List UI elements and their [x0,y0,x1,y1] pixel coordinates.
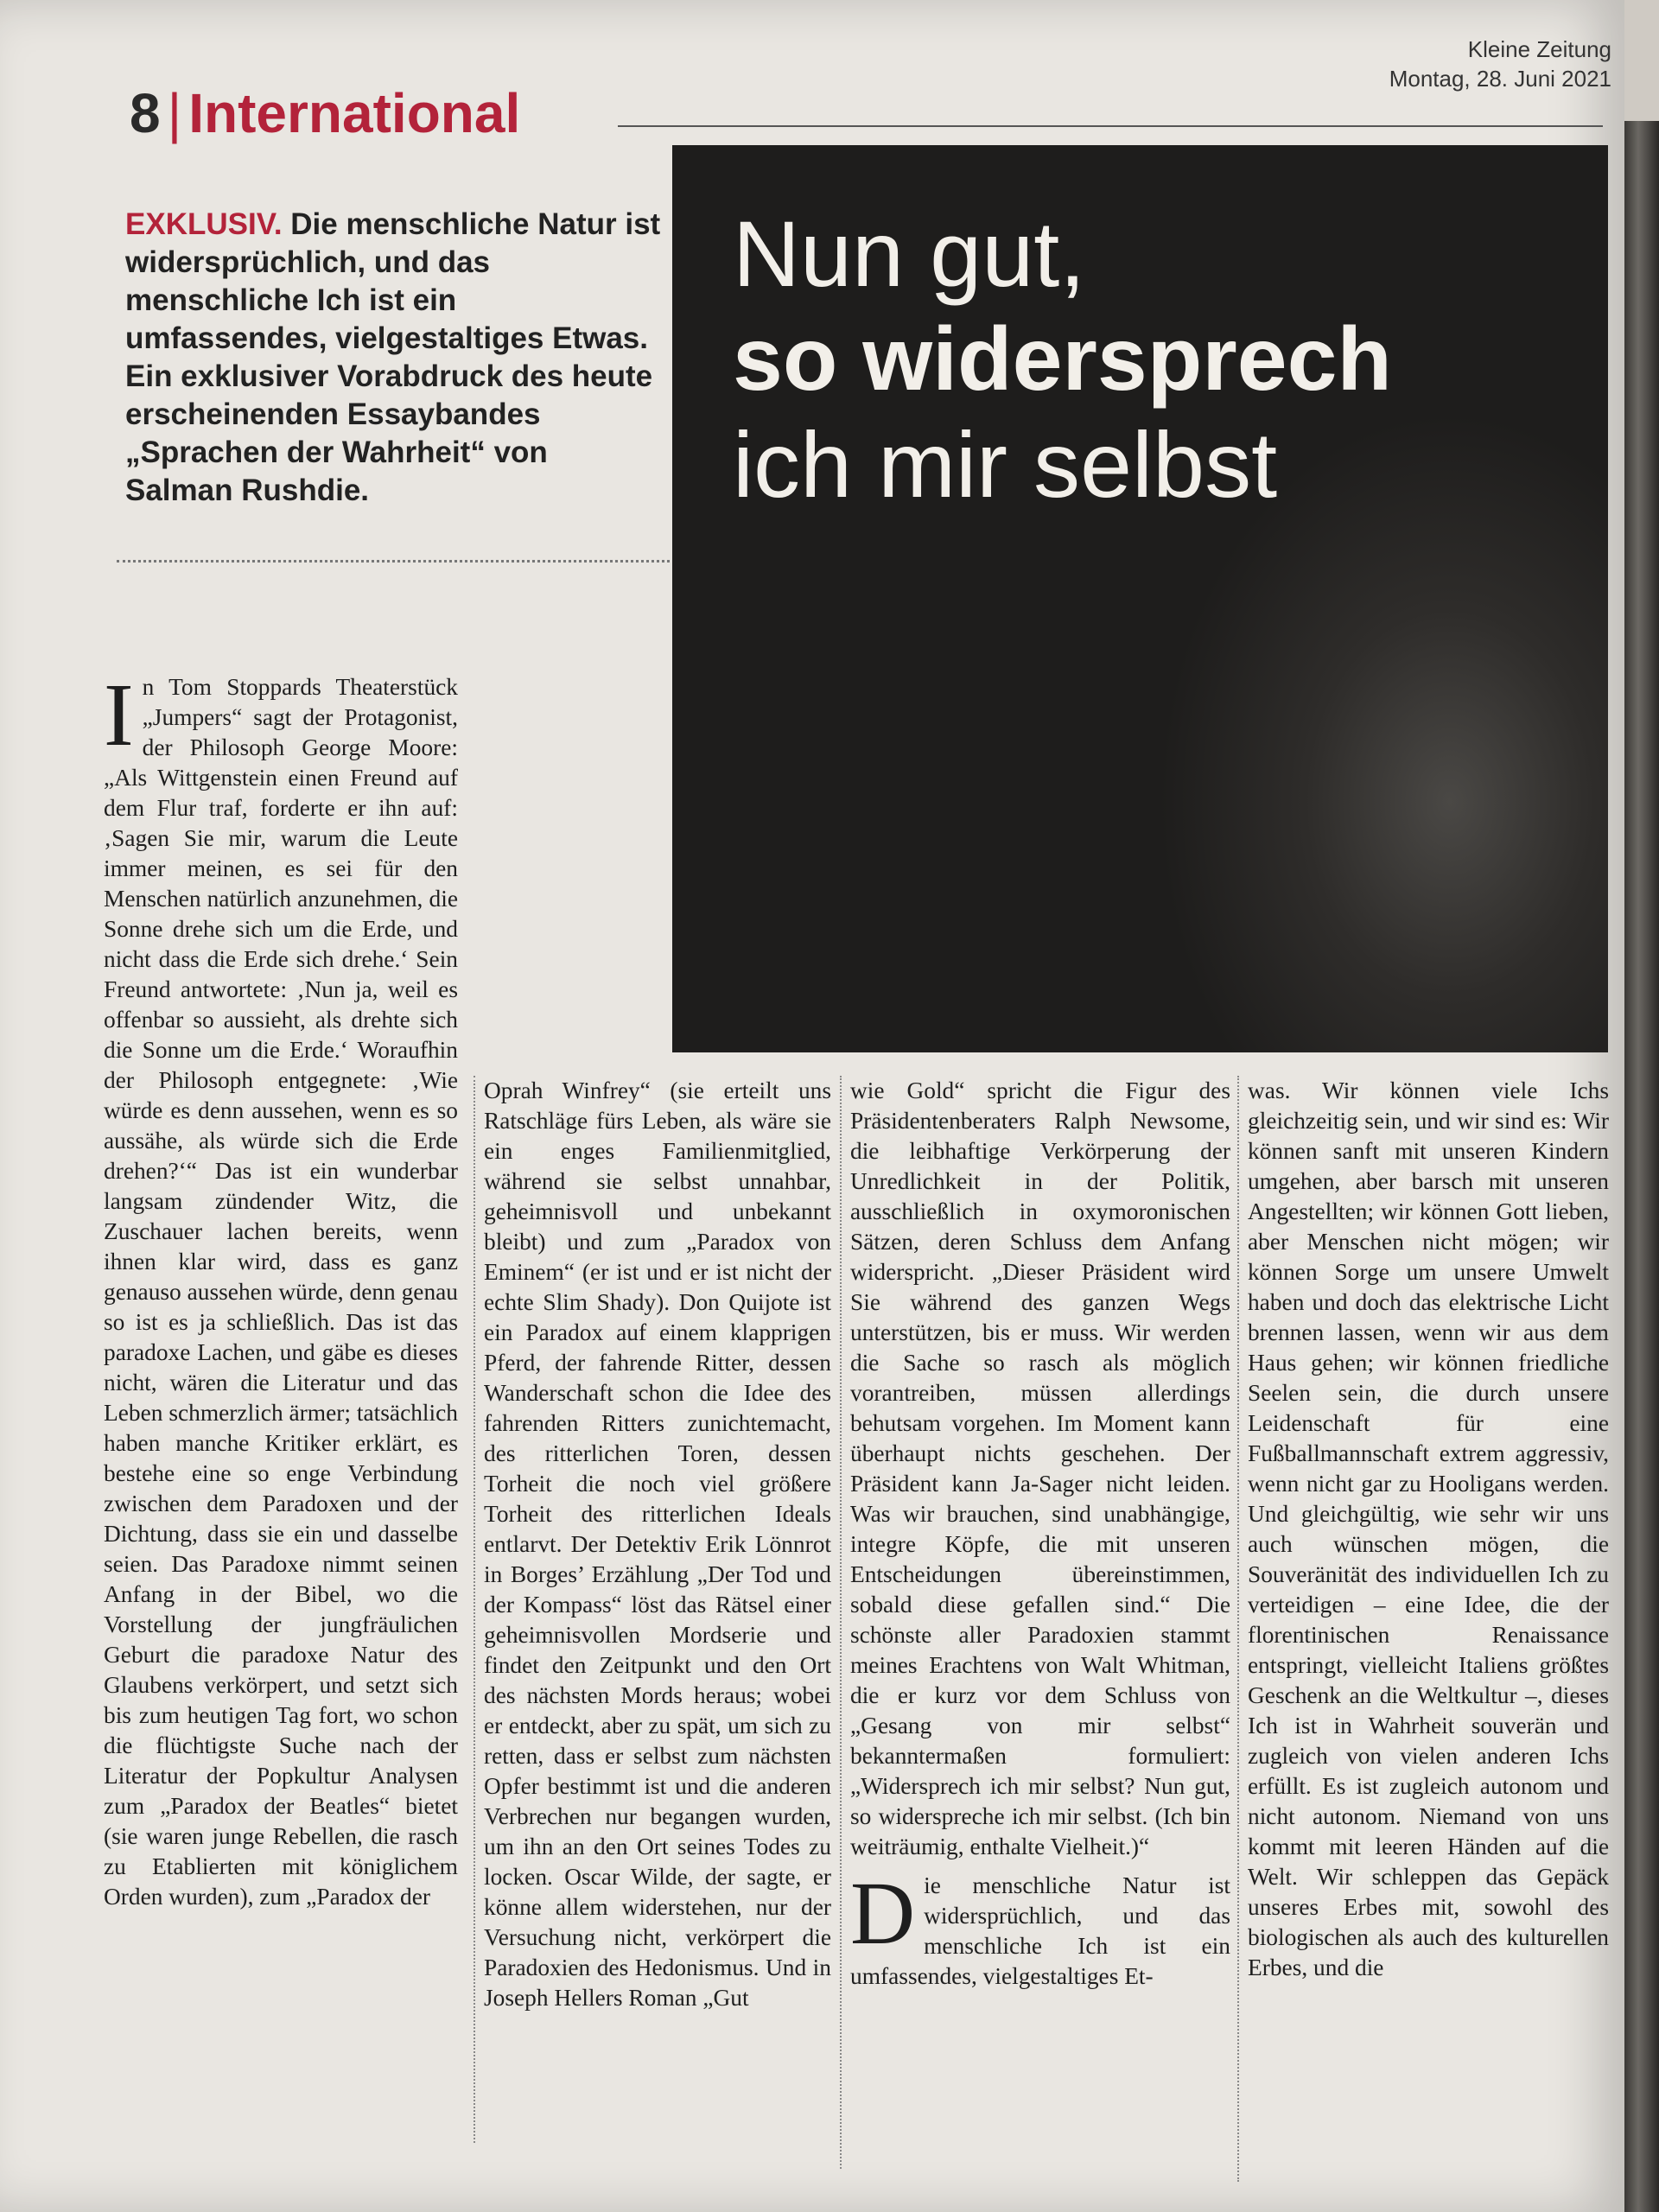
lede-text: Die menschliche Natur ist widersprüchlich, und das menschliche Ich ist ein umfassendes, vielgestaltiges Etwas. Ein exklusiver Vorabdruck des heute erscheinenden Essaybandes „Sprachen der Wahrheit“ von Salman Rushdie. [125,207,661,507]
masthead [1374,35,1611,93]
column-3-text-2: ie menschliche Natur ist widersprüchlich, und das menschliche Ich ist ein umfassendes, vielgestaltiges Et- [850,1872,1230,1989]
column-2-text: Oprah Winfrey“ (sie erteilt uns Ratschläge fürs Leben, als wäre sie ein enges Familienmitglied, während sie selbst unnahbar, geheimnisvoll und unbekannt bleibt) und zum „Paradox von Eminem“ (er ist und er ist nicht der echte Slim Shady). Don Quijote ist ein Paradox auf einem klapprigen Pferd, der fahrende Ritter, dessen Wanderschaft schon die Idee des fahrenden Ritters zunichtemacht, des ritterlichen Toren, dessen Torheit die noch viel größere Torheit des ritterlichen Ideals entlarvt. Der Detektiv Erik Lönnrot in Borges’ Erzählung „Der Tod und der Kompass“ löst das Rätsel einer geheimnisvollen Mordserie und findet den Zeitpunkt und den Ort des nächsten Mords heraus; wobei er entdeckt, aber zu spät, um sich zu retten, dass er selbst zum nächsten Opfer bestimmt ist und die anderen Verbrechen nur begangen wurden, um ihn an den Ort seines Todes zu locken. Oscar Wilde, der sagte, er könne allem widerstehen, nur der Versuchung nicht, verkörpert die Paradoxien des Hedonismus. Und in Joseph Hellers Roman „Gut [484,1077,831,2011]
exclusive-tag: EXKLUSIV. [125,207,283,241]
column-3-text: wie Gold“ spricht die Figur des Präsidentenberaters Ralph Newsome, die leibhaftige Verkörperung der Unredlichkeit in der Politik, ausschließlich in oxymoronischen Sätzen, deren Schluss dem Anfang widerspricht. „Dieser Präsident wird Sie während des ganzen Wegs unterstützen, bis er muss. Wir werden die Sache so rasch als möglich vorantreiben, müssen allerdings behutsam vorgehen. Im Moment kann überhaupt nichts geschehen. Der Präsident kann Ja-Sager nicht leiden. Was wir brauchen, sind unabhängige, integre Köpfe, die mit unseren Entscheidungen übereinstimmen, sobald diese gefallen sind.“ Die schönste aller Paradoxien stammt meines Erachtens von Walt Whitman, die er kurz vor dem Schluss von „Gesang von mir selbst“ bekanntermaßen formuliert: „Widersprech ich mir selbst? Nun gut, so widerspreche ich mir selbst. (Ich bin weiträumig, enthalte Vielheit.)“ [850,1077,1230,1859]
header-rule [618,125,1603,127]
headline-line-2: so widersprech [733,309,1392,410]
page-number: 8 [130,82,161,144]
newspaper-name: Kleine Zeitung [1467,36,1611,62]
lede-divider [117,560,670,563]
column-3-paragraph-2 [850,1864,1230,1992]
page-edge [1624,121,1659,2212]
section-name: International [188,82,521,144]
section-header [130,79,520,147]
article-lede [125,206,661,510]
headline [733,200,1597,518]
body-column-3 [840,1076,1230,2169]
issue-date: Montag, 28. Juni 2021 [1389,66,1611,92]
dropcap-i: I [104,665,134,765]
column-1-text: n Tom Stoppards Theaterstück „Jumpers“ sagt der Protagonist, der Philosoph George Moore: „Als Wittgenstein einen Freund auf dem Flur traf, forderte er ihn auf: ‚Sagen Sie mir, warum die Leute immer meinen, es sei für den Menschen natürlich anzunehmen, die Sonne drehe sich um die Erde, und nicht dass die Erde sich drehe.‘ Sein Freund antwortete: ‚Nun ja, weil es offenbar so aussieht, als drehte sich die Sonne um die Erde.‘ Woraufhin der Philosoph entgegnete: ‚Wie würde es denn aussehen, wenn es so aussähe, als würde sich die Erde drehen?‘“ Das ist ein wunderbar langsam zündender Witz, die Zuschauer lachen bereits, wenn ihnen klar wird, dass es ganz genauso aussehen würde, denn genau so ist es ja schließlich. Das ist das paradoxe Lachen, und gäbe es dieses nicht, wären die Literatur und das Leben schmerzlich ärmer; tatsächlich haben manche Kritiker erklärt, es bestehe eine so enge Verbindung zwischen dem Paradoxen und der Dichtung, dass sie ein und dasselbe seien. Das Paradoxe nimmt seinen Anfang in der Bibel, wo die Vorstellung der jungfräulichen Geburt die paradoxe Natur des Glaubens verkörpert, und setzt sich bis zum heutigen Tag fort, wo schon die flüchtigste Suche nach der Literatur der Popkultur Analysen zum „Paradox der Beatles“ bietet (sie waren junge Rebellen, die rasch zu Etablierten mit königlichem Orden wurden), zum „Paradox der [104,674,458,1910]
column-4-text: was. Wir können viele Ichs gleichzeitig sein, und wir sind es: Wir können sanft mit unseren Kindern umgehen, aber barsch mit unseren Angestellten; wir können Gott lieben, aber Menschen nicht mögen; wir können Sorge um unsere Umwelt haben und doch das elektrische Licht brennen lassen, wenn wir aus dem Haus gehen; wir können friedliche Seelen sein, die durch unsere Leidenschaft für eine Fußballmannschaft extrem aggressiv, wenn nicht gar zu Hooligans werden. Und gleichgültig, wie sehr wir uns auch wünschen mögen, die Souveränität des individuellen Ich zu verteidigen – eine Idee, die der florentinischen Renaissance entspringt, vielleicht Italiens größtes Geschenk an die Weltkultur –, dieses Ich ist in Wahrheit souverän und zugleich von vielen anderen Ichs erfüllt. Es ist zugleich autonom und nicht autonom. Niemand von uns kommt mit leeren Händen auf die Welt. Wir schleppen das Gepäck unseres Erbes mit, sowohl des biologischen als auch des kulturellen Erbes, und die [1248,1077,1609,1980]
section-separator: | [167,82,182,144]
dropcap-d: D [850,1864,916,1963]
headline-line-3: ich mir selbst [733,412,1278,517]
headline-line-1: Nun gut, [733,201,1086,306]
body-column-1 [104,665,458,2133]
body-column-4 [1237,1076,1609,2182]
body-column-2 [474,1076,831,2143]
